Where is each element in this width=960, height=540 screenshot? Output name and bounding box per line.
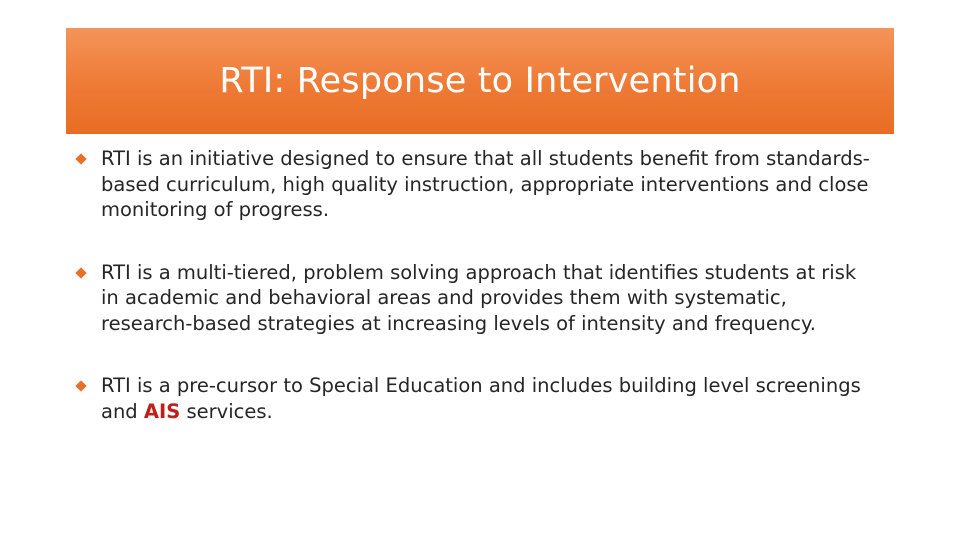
diamond-bullet-icon [75, 380, 86, 391]
diamond-bullet-icon [75, 153, 86, 164]
bullet-text: RTI is an initiative designed to ensure that all students benefit from standards-based curriculum, high quality instruction, appropriate interventions and close monitoring of progress. [101, 147, 870, 221]
diamond-bullet-icon [75, 267, 86, 278]
title-bar [66, 28, 894, 134]
ais-highlight: AIS [143, 399, 181, 423]
bullet-list [74, 146, 874, 424]
bullet-text-after: services. [180, 399, 273, 423]
bullet-item [74, 373, 874, 424]
bullet-text: RTI is a multi-tiered, problem solving approach that identifies students at risk in academic and behavioral areas and provides them with systematic, research-based strategies at increasing levels of intensity and frequency. [101, 260, 857, 335]
slide-title: RTI: Response to Intervention [219, 61, 741, 101]
bullet-item [74, 146, 874, 223]
bullet-text-before: RTI is a pre-cursor to Special Education and includes building level screenings and [101, 374, 861, 423]
bullet-item [74, 260, 874, 337]
